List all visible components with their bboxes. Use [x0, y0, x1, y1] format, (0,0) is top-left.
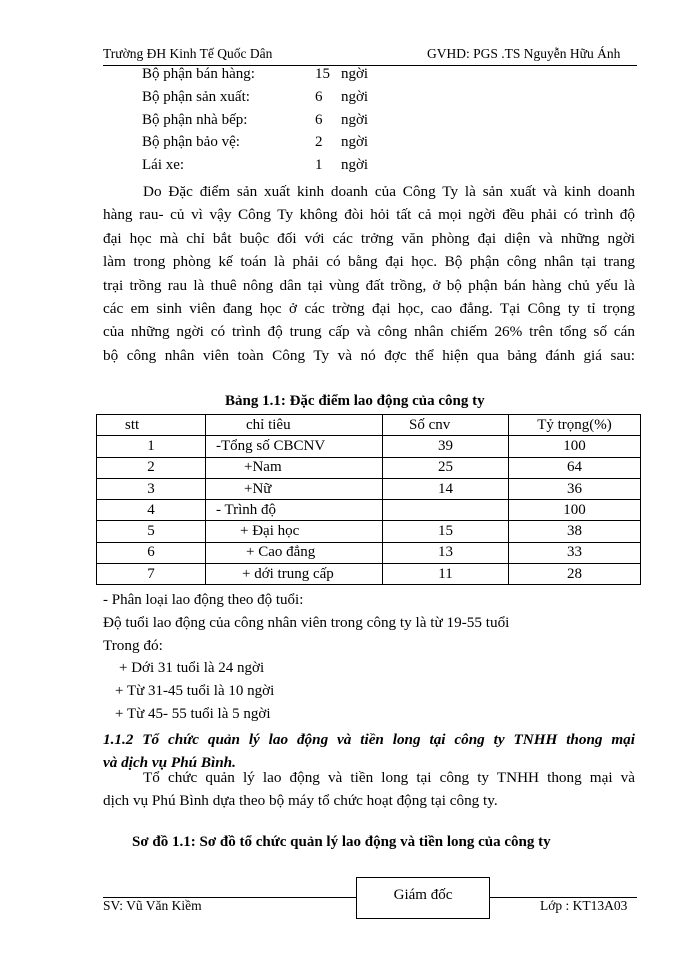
dept-count: 1 — [315, 157, 323, 173]
paragraph-line: đại học mà chỉ bắt buộc đối với các trởng văn phòng đại diện và những ngời — [103, 229, 635, 247]
table-row — [97, 436, 641, 457]
cell-share: 100 — [509, 436, 641, 457]
age-group-item: + Dới 31 tuổi là 24 ngời — [119, 660, 265, 676]
dept-name: Bộ phận nhà bếp: — [142, 112, 248, 128]
cell-count: 14 — [383, 478, 509, 499]
diagram-title: Sơ đồ 1.1: Sơ đồ tổ chức quản lý lao động và tiền long của công ty — [132, 834, 551, 850]
cell-count: 25 — [383, 457, 509, 478]
paragraph-line: trại trồng rau là thuê nông dân tại vùng đất trồng, ở bộ phận bán hàng chủ yếu là — [103, 276, 635, 294]
dept-unit: ngời — [341, 157, 369, 173]
cell-share: 28 — [509, 564, 641, 585]
cell-indicator: - Trình độ — [206, 500, 383, 521]
cell-stt: 2 — [97, 457, 206, 478]
table-row — [97, 457, 641, 478]
dept-name: Bộ phận bán hàng: — [142, 66, 255, 82]
age-heading: - Phân loại lao động theo độ tuổi: — [103, 592, 304, 608]
cell-stt: 6 — [97, 542, 206, 563]
cell-share: 100 — [509, 500, 641, 521]
section-heading-line: 1.1.2 Tổ chức quản lý lao động và tiền long tại công ty TNHH thong mại — [103, 731, 635, 748]
age-range-text: Độ tuổi lao động của công nhân viên trong công ty là từ 19-55 tuổi — [103, 614, 510, 631]
header-cell: stt — [97, 415, 206, 436]
cell-indicator: + dới trung cấp — [206, 564, 383, 585]
dept-count: 6 — [315, 89, 323, 105]
cell-stt: 4 — [97, 500, 206, 521]
age-group-item: + Từ 31-45 tuổi là 10 ngời — [115, 683, 275, 699]
cell-count: 15 — [383, 521, 509, 542]
paragraph-line: làm trong phòng kế toán là phải có bằng đại học. Bộ phận công nhân tại trang — [103, 253, 635, 271]
cell-share: 64 — [509, 457, 641, 478]
cell-indicator: +Nữ — [206, 478, 383, 499]
cell-share: 33 — [509, 542, 641, 563]
header-cell: Tỷ trọng(%) — [509, 415, 641, 436]
table-row — [97, 521, 641, 542]
table-row — [97, 542, 641, 563]
trong-do-label: Trong đó: — [103, 637, 163, 654]
paragraph-line: các em sinh viên đang học ở các trờng đại học, cao đẳng. Tại Công ty tỉ trọng — [103, 300, 635, 318]
age-group-item: + Từ 45- 55 tuổi là 5 ngời — [115, 706, 271, 722]
header-school: Trường ĐH Kinh Tế Quốc Dân — [103, 46, 273, 61]
dept-count: 2 — [315, 134, 323, 150]
dept-name: Bộ phận sản xuất: — [142, 89, 250, 105]
dept-unit: ngời — [341, 134, 369, 150]
footer-student: SV: Vũ Văn Kiềm — [103, 898, 202, 913]
paragraph-line: Tổ chức quản lý lao động và tiền long tại công ty TNHH thong mại và — [143, 769, 635, 786]
header-advisor: GVHD: PGS .TS Nguyễn Hữu Ánh — [427, 46, 621, 61]
paragraph-line: của những ngời có trình độ trung cấp và công nhân chiếm 26% trên tổng số cán — [103, 323, 635, 341]
dept-name: Lái xe: — [142, 157, 185, 173]
dept-unit: ngời — [341, 89, 369, 105]
dept-unit: ngời — [341, 112, 369, 128]
cell-count: 13 — [383, 542, 509, 563]
cell-indicator: + Đại học — [206, 521, 383, 542]
table-caption: Bảng 1.1: Đặc điểm lao động của công ty — [225, 393, 485, 409]
cell-count: 11 — [383, 564, 509, 585]
org-box-director: Giám đốc — [356, 877, 490, 919]
dept-unit: ngời — [341, 66, 369, 82]
labor-table — [96, 414, 641, 585]
table-row — [97, 564, 641, 585]
dept-count: 6 — [315, 112, 323, 128]
table-row — [97, 500, 641, 521]
dept-name: Bộ phận bảo vệ: — [142, 134, 240, 150]
paragraph-line: bộ công nhân viên toàn Công Ty và nó đợc thể hiện qua bảng đánh giá sau: — [103, 346, 635, 364]
cell-stt: 7 — [97, 564, 206, 585]
paragraph-line: hàng rau- củ vì vậy Công Ty không đòi hỏi tất cả mọi ngời đều phải có trình độ — [103, 206, 635, 224]
cell-stt: 3 — [97, 478, 206, 499]
table-header-row — [97, 415, 641, 436]
header-cell: chỉ tiêu — [206, 415, 383, 436]
cell-share: 36 — [509, 478, 641, 499]
header-cell: Số cnv — [383, 415, 509, 436]
paragraph-line: dịch vụ Phú Bình dựa theo bộ máy tổ chức hoạt động tại công ty. — [103, 792, 498, 810]
table-row — [97, 478, 641, 499]
cell-share: 38 — [509, 521, 641, 542]
paragraph-org-management — [103, 766, 635, 813]
dept-count: 15 — [315, 66, 330, 82]
footer-class: Lớp : KT13A03 — [540, 898, 628, 913]
paragraph-labor-characteristics — [103, 180, 635, 367]
cell-stt: 1 — [97, 436, 206, 457]
cell-indicator: -Tổng số CBCNV — [206, 436, 383, 457]
cell-stt: 5 — [97, 521, 206, 542]
cell-indicator: +Nam — [206, 457, 383, 478]
section-heading-line: và dịch vụ Phú Bình. — [103, 754, 236, 772]
paragraph-line: Do Đặc điểm sản xuất kinh doanh của Công Ty là sản xuất và kinh doanh — [143, 183, 635, 200]
cell-count: 39 — [383, 436, 509, 457]
cell-count — [383, 500, 509, 521]
cell-indicator: + Cao đẳng — [206, 542, 383, 563]
